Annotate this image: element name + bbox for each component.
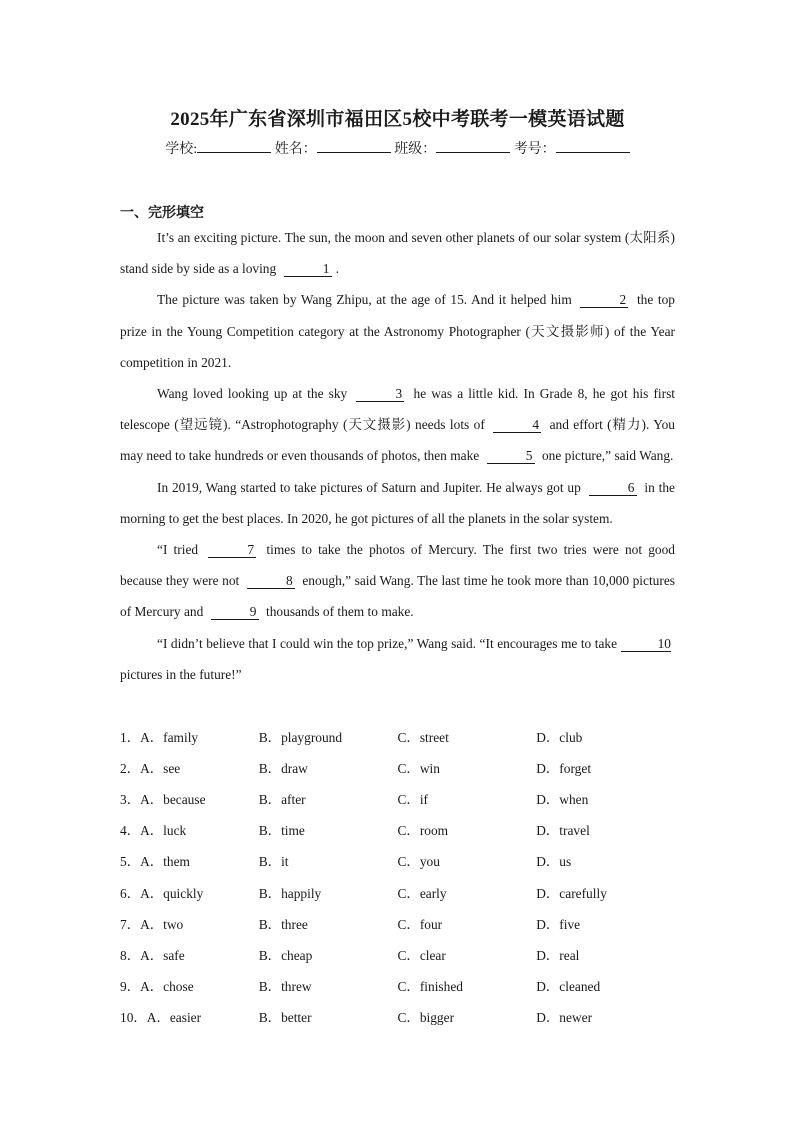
class-blank[interactable] <box>436 138 510 153</box>
option-b[interactable]: B．it <box>258 854 289 870</box>
blank-8: 8 <box>247 573 295 589</box>
paragraph-text: In 2019, Wang started to take pictures of Saturn and Jupiter. He always got up <box>157 479 581 495</box>
option-c[interactable]: C．early <box>397 885 447 901</box>
option-row <box>120 1001 675 1032</box>
blank-3: 3 <box>356 386 404 402</box>
option-c[interactable]: C．finished <box>397 978 463 994</box>
option-row <box>120 752 675 783</box>
option-a[interactable]: 9．A．chose <box>120 978 194 994</box>
option-a[interactable]: 2．A．see <box>120 761 181 777</box>
blank-6: 6 <box>589 480 637 496</box>
exam-no-blank[interactable] <box>556 138 630 153</box>
cloze-passage <box>120 222 675 690</box>
option-a[interactable]: 1．A．family <box>120 730 199 746</box>
option-row <box>120 908 675 939</box>
blank-10: 10 <box>621 636 671 652</box>
option-c[interactable]: C．four <box>397 916 443 932</box>
paragraph-text: times to take the photos of Mercury. The first two tries were not good because they were not <box>120 542 676 589</box>
option-a[interactable]: 6．A．quickly <box>120 885 204 901</box>
option-row <box>120 970 675 1001</box>
option-c[interactable]: C．room <box>397 823 449 839</box>
option-d[interactable]: D．when <box>536 792 589 808</box>
paragraph-text: “I didn’t believe that I could win the top prize,” Wang said. “It encourages me to take <box>157 635 618 651</box>
option-b[interactable]: B．happily <box>258 885 322 901</box>
option-b[interactable]: B．three <box>258 916 308 932</box>
answer-options <box>120 721 675 1032</box>
paragraph-text: enough,” said Wang. The last time he took more than 10,000 pictures of Mercury and <box>120 573 675 620</box>
option-d[interactable]: D．club <box>536 730 583 746</box>
paragraph-text: “I tried <box>157 542 199 558</box>
option-row <box>120 783 675 814</box>
option-b[interactable]: B．playground <box>258 730 343 746</box>
option-a[interactable]: 3．A．because <box>120 792 206 808</box>
blank-1: 1 <box>284 261 332 277</box>
student-info-line <box>120 138 675 158</box>
paragraph-text: Wang loved looking up at the sky <box>157 386 348 402</box>
exam-no-label: 考号： <box>513 142 556 157</box>
option-c[interactable]: C．street <box>397 730 449 746</box>
option-row <box>120 721 675 752</box>
blank-2: 2 <box>580 292 628 308</box>
option-c[interactable]: C．if <box>397 792 429 808</box>
paragraph-4 <box>120 472 675 534</box>
option-c[interactable]: C．clear <box>397 947 446 963</box>
option-a[interactable]: 10．A．easier <box>120 1009 202 1025</box>
option-d[interactable]: D．us <box>536 854 572 870</box>
class-label: 班级： <box>394 142 437 157</box>
school-label: 学校: <box>165 142 198 157</box>
option-b[interactable]: B．time <box>258 823 305 839</box>
option-row <box>120 814 675 845</box>
option-d[interactable]: D．newer <box>536 1009 593 1025</box>
paragraph-text: thousands of them to make. <box>266 604 414 620</box>
option-row <box>120 939 675 970</box>
option-a[interactable]: 8．A．safe <box>120 947 185 963</box>
blank-9: 9 <box>211 604 259 620</box>
paragraph-text: It’s an exciting picture. The sun, the moon and seven other planets of our solar system (太阳系) stand side by side as a loving <box>120 230 675 277</box>
option-b[interactable]: B．better <box>258 1009 312 1025</box>
paragraph-5 <box>120 534 675 628</box>
option-b[interactable]: B．draw <box>258 761 308 777</box>
option-d[interactable]: D．carefully <box>536 885 607 901</box>
option-b[interactable]: B．threw <box>258 978 312 994</box>
option-d[interactable]: D．travel <box>536 823 590 839</box>
option-b[interactable]: B．cheap <box>258 947 313 963</box>
paragraph-3 <box>120 378 675 472</box>
option-row <box>120 876 675 907</box>
option-row <box>120 845 675 876</box>
paragraph-text: he was a little kid. In Grade 8, he got his first telescope (望远镜). “Astrophotography (天文摄影) needs lots of <box>120 386 676 433</box>
option-d[interactable]: D．cleaned <box>536 978 601 994</box>
option-d[interactable]: D．five <box>536 916 581 932</box>
paragraph-1 <box>120 222 675 284</box>
school-blank[interactable] <box>197 138 271 153</box>
paragraph-text: one picture,” said Wang. <box>541 448 674 464</box>
paragraph-text: pictures in the future!” <box>120 666 242 682</box>
name-label: 姓名： <box>274 142 317 157</box>
option-c[interactable]: C．win <box>397 761 440 777</box>
exam-title: 2025年广东省深圳市福田区5校中考联考一模英语试题 <box>170 109 625 130</box>
section-title: 一、完形填空 <box>120 206 204 221</box>
paragraph-text: The picture was taken by Wang Zhipu, at the age of 15. And it helped him <box>157 292 572 308</box>
option-a[interactable]: 7．A．two <box>120 916 184 932</box>
paragraph-text: the top prize in the Young Competition category at the Astronomy Photographer (天文摄影师) of the Year competition in 2021. <box>120 292 675 370</box>
blank-5: 5 <box>487 448 535 464</box>
paragraph-2 <box>120 284 675 378</box>
option-b[interactable]: B．after <box>258 792 306 808</box>
paragraph-6 <box>120 628 675 690</box>
option-a[interactable]: 4．A．luck <box>120 823 187 839</box>
option-c[interactable]: C．bigger <box>397 1009 455 1025</box>
paragraph-text: and effort (精力). You may need to take hundreds or even thousands of photos, then make <box>120 417 675 464</box>
option-a[interactable]: 5．A．them <box>120 854 190 870</box>
blank-7: 7 <box>208 542 256 558</box>
paragraph-text: . <box>335 261 339 277</box>
paragraph-text: in the morning to get the best places. In 2020, he got pictures of all the planets in the solar system. <box>120 479 675 526</box>
name-blank[interactable] <box>317 138 391 153</box>
option-c[interactable]: C．you <box>397 854 440 870</box>
option-d[interactable]: D．real <box>536 947 580 963</box>
blank-4: 4 <box>493 417 541 433</box>
option-d[interactable]: D．forget <box>536 761 592 777</box>
